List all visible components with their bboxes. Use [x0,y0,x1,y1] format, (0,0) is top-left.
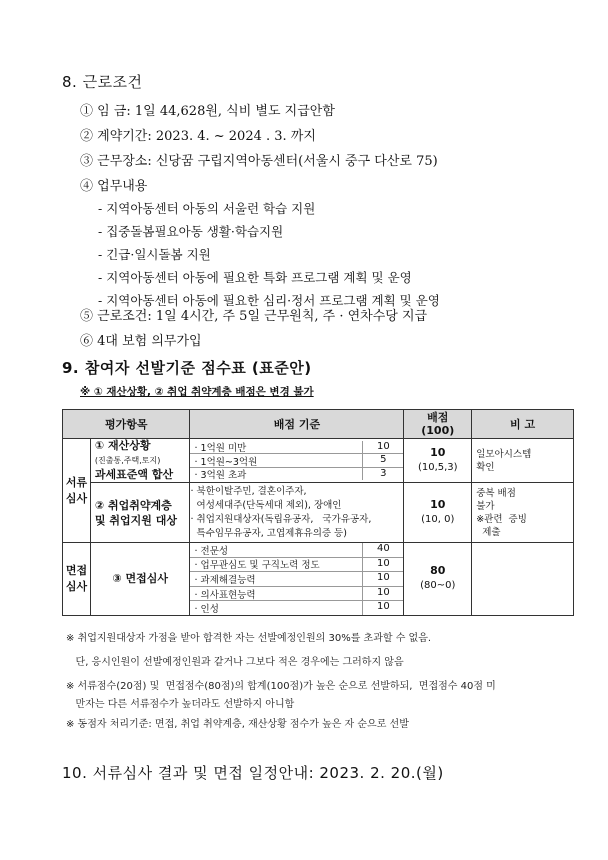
table-row [63,483,574,543]
criteria-value: 10 [362,572,403,586]
duty-item: - 집중돌봄필요아동 생활·학습지원 [98,224,284,239]
vulnerable-remarks: 중복 배점 불가 ※관련 증빙 제출 [472,483,574,543]
property-points [404,439,472,483]
duty-item: - 긴급·일시돌봄 지원 [98,247,211,262]
criteria-label: · 인성 [194,604,219,616]
criteria-label: · 1억원 미만 [194,443,247,454]
table-header-row [63,410,574,439]
criteria-value: 10 [362,441,403,454]
property-item-title2: 과세표준액 합산 [94,468,174,481]
criteria-label: · 전문성 [194,545,229,557]
footnote: 단, 응시인원이 선발예정인원과 같거나 그보다 적은 경우에는 그러하지 않음 [66,657,404,668]
header-criteria: 배점 기준 [190,410,404,439]
criteria-label: · 1억원~3억원 [194,456,258,468]
duties-heading: ④ 업무내용 [80,179,148,194]
table-row [63,543,574,616]
vulnerable-points [404,483,472,543]
interview-points [404,543,472,616]
criteria-value: 10 [362,587,403,601]
wage-line: ① 임 금: 1일 44,628원, 식비 별도 지급안함 [80,104,335,119]
property-remarks: 일모아시스템 확인 [472,439,574,483]
section10-title: 10. 서류심사 결과 및 면접 일정안내: 2023. 2. 20.(월) [62,764,444,782]
duty-item: - 지역아동센터 아동에 필요한 특화 프로그램 계획 및 운영 [98,270,412,285]
work-condition-line: ⑤ 근로조건: 1일 4시간, 주 5일 근무원칙, 주 · 연차수당 지급 [80,309,428,324]
property-item-sub: (진출통,주택,토지) [94,456,161,465]
criteria-value: 10 [362,558,403,572]
vulnerable-criteria [190,483,404,543]
contract-period-line: ② 계약기간: 2023. 4. ~ 2024 . 3. 까지 [80,129,316,144]
footnote: ※ 취업지원대상자 가점을 받아 합격한 자는 선발예정인원의 30%를 초과할 수 없음. [66,633,432,644]
criteria-value: 10 [362,601,403,615]
interview-remarks [472,543,574,616]
property-points-value: 10 [430,446,446,459]
section9-title: 9. 참여자 선발기준 점수표 (표준안) [62,359,312,377]
criteria-line: 여성세대주(단독세대 제외), 장애인 [190,499,342,511]
criteria-value: 40 [362,543,403,557]
criteria-value: 5 [362,454,403,467]
fixed-criteria-note: ※ ① 재산상황, ② 취업 취약계층 배점은 변경 불가 [80,386,314,398]
criteria-label: · 과제해결능력 [194,574,256,586]
workplace-line: ③ 근무장소: 신당꿈 구립지역아동센터(서울시 중구 다산로 75) [80,154,438,169]
criteria-line: · 취업지원대상자(독립유공자, 국가유공자, [190,513,372,525]
footnote: ※ 서류점수(20점) 및 면접점수(80점)의 합계(100점)가 높은 순으로 선발하되, 면접점수 40점 미 [66,681,496,692]
header-points: 배점 (100) [404,410,472,439]
interview-criteria [190,543,404,616]
property-item-title: ① 재산상황 [94,439,151,452]
criteria-value: 3 [362,468,403,481]
header-remarks: 비 고 [472,410,574,439]
interview-category: 면접 심사 [63,543,91,616]
criteria-label: · 업무관심도 및 구직노력 정도 [194,560,320,572]
scoring-table [62,409,574,616]
vulnerable-points-value: 10 [430,498,446,511]
vulnerable-points-range: (10, 0) [421,514,455,525]
footnote: ※ 동점자 처리기준: 면접, 취업 취약계층, 재산상황 점수가 높은 자 순으로 선발 [66,719,409,730]
criteria-label: · 의사표현능력 [194,589,256,601]
insurance-line: ⑥ 4대 보험 의무가입 [80,334,202,349]
property-item [90,439,190,483]
property-points-range: (10,5,3) [417,462,458,473]
duty-item: - 지역아동센터 아동의 서울런 학습 지원 [98,201,316,216]
header-item: 평가항목 [63,410,190,439]
interview-item: ③ 면접심사 [90,543,190,616]
table-row [63,439,574,483]
interview-points-value: 80 [430,564,446,578]
footnote: 만자는 다른 서류점수가 높더라도 선발하지 아니함 [66,699,295,710]
property-criteria [190,439,404,483]
interview-points-range: (80~0) [420,580,456,592]
section8-title: 8. 근로조건 [62,73,143,91]
duty-item: - 지역아동센터 아동에 필요한 심리·정서 프로그램 계획 및 운영 [98,293,440,308]
criteria-line: · 북한이탈주민, 결혼이주자, [190,485,307,497]
criteria-label: · 3억원 초과 [194,470,247,481]
doc-review-category: 서류 심사 [63,439,91,543]
criteria-line: 특수임무유공자, 고엽제휴유의증 등) [190,527,347,539]
vulnerable-item: ② 취업취약계층 및 취업지원 대상 [90,483,190,543]
